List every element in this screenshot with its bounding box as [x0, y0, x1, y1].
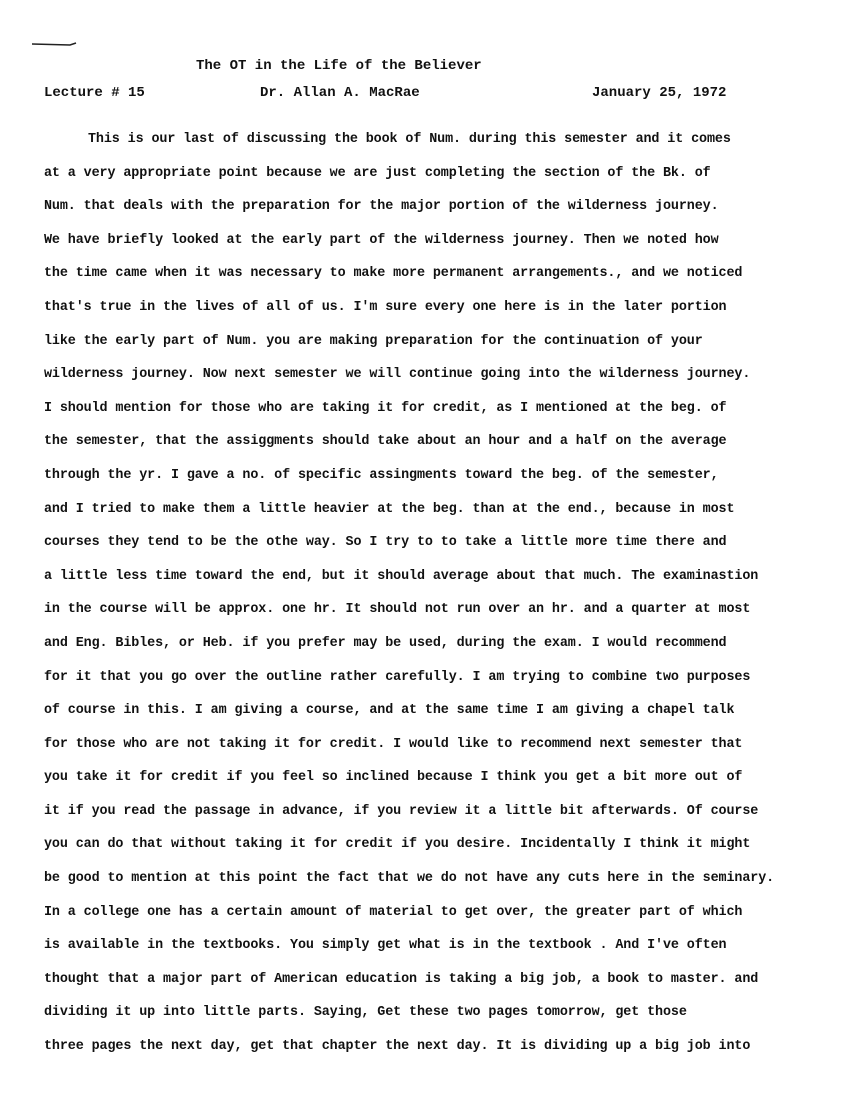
text-line: I should mention for those who are taking it for credit, as I mentioned at the beg. of	[44, 400, 727, 416]
document-title: The OT in the Life of the Believer	[196, 58, 482, 74]
text-line: you take it for credit if you feel so inclined because I think you get a bit more out of	[44, 770, 743, 786]
text-line: wilderness journey. Now next semester we will continue going into the wilderness journey.	[44, 367, 751, 383]
text-line: the semester, that the assiggments should take about an hour and a half on the average	[44, 434, 727, 450]
lecture-number: Lecture # 15	[44, 85, 145, 101]
text-line: a little less time toward the end, but it should average about that much. The examinastion	[44, 568, 759, 584]
text-line: be good to mention at this point the fact that we do not have any cuts here in the seminary.	[44, 871, 775, 887]
body-text	[44, 130, 834, 1071]
lecture-date: January 25, 1972	[592, 85, 727, 101]
text-line: the time came when it was necessary to make more permanent arrangements., and we noticed	[44, 266, 743, 282]
author-name: Dr. Allan A. MacRae	[260, 85, 420, 101]
text-line: at a very appropriate point because we are just completing the section of the Bk. of	[44, 165, 711, 181]
text-line: in the course will be approx. one hr. It should not run over an hr. and a quarter at most	[44, 602, 751, 618]
text-line: it if you read the passage in advance, if you review it a little bit afterwards. Of course	[44, 803, 759, 819]
text-line: through the yr. I gave a no. of specific assingments toward the beg. of the semester,	[44, 467, 719, 483]
text-line: thought that a major part of American education is taking a big job, a book to master. and	[44, 971, 759, 987]
text-line: courses they tend to be the othe way. So I try to to take a little more time there and	[44, 535, 727, 551]
text-line: Num. that deals with the preparation for the major portion of the wilderness journey.	[44, 199, 719, 215]
text-line: In a college one has a certain amount of material to get over, the greater part of which	[44, 904, 743, 920]
pen-mark	[30, 40, 78, 48]
text-line: dividing it up into little parts. Saying, Get these two pages tomorrow, get those	[44, 1005, 687, 1021]
text-line: that's true in the lives of all of us. I'm sure every one here is in the later portion	[44, 299, 727, 315]
text-line: for those who are not taking it for credit. I would like to recommend next semester that	[44, 736, 743, 752]
text-line: and Eng. Bibles, or Heb. if you prefer may be used, during the exam. I would recommend	[44, 635, 727, 651]
text-line: We have briefly looked at the early part of the wilderness journey. Then we noted how	[44, 232, 719, 248]
text-line: like the early part of Num. you are making preparation for the continuation of your	[44, 333, 703, 349]
text-line: and I tried to make them a little heavier at the beg. than at the end., because in most	[44, 501, 735, 517]
text-line: three pages the next day, get that chapter the next day. It is dividing up a big job into	[44, 1039, 751, 1055]
text-line: is available in the textbooks. You simply get what is in the textbook . And I've often	[44, 938, 727, 954]
text-line: you can do that without taking it for credit if you desire. Incidentally I think it might	[44, 837, 751, 853]
text-line: This is our last of discussing the book of Num. during this semester and it comes	[88, 132, 731, 147]
text-line: for it that you go over the outline rather carefully. I am trying to combine two purposes	[44, 669, 751, 685]
text-line: of course in this. I am giving a course, and at the same time I am giving a chapel talk	[44, 703, 735, 719]
